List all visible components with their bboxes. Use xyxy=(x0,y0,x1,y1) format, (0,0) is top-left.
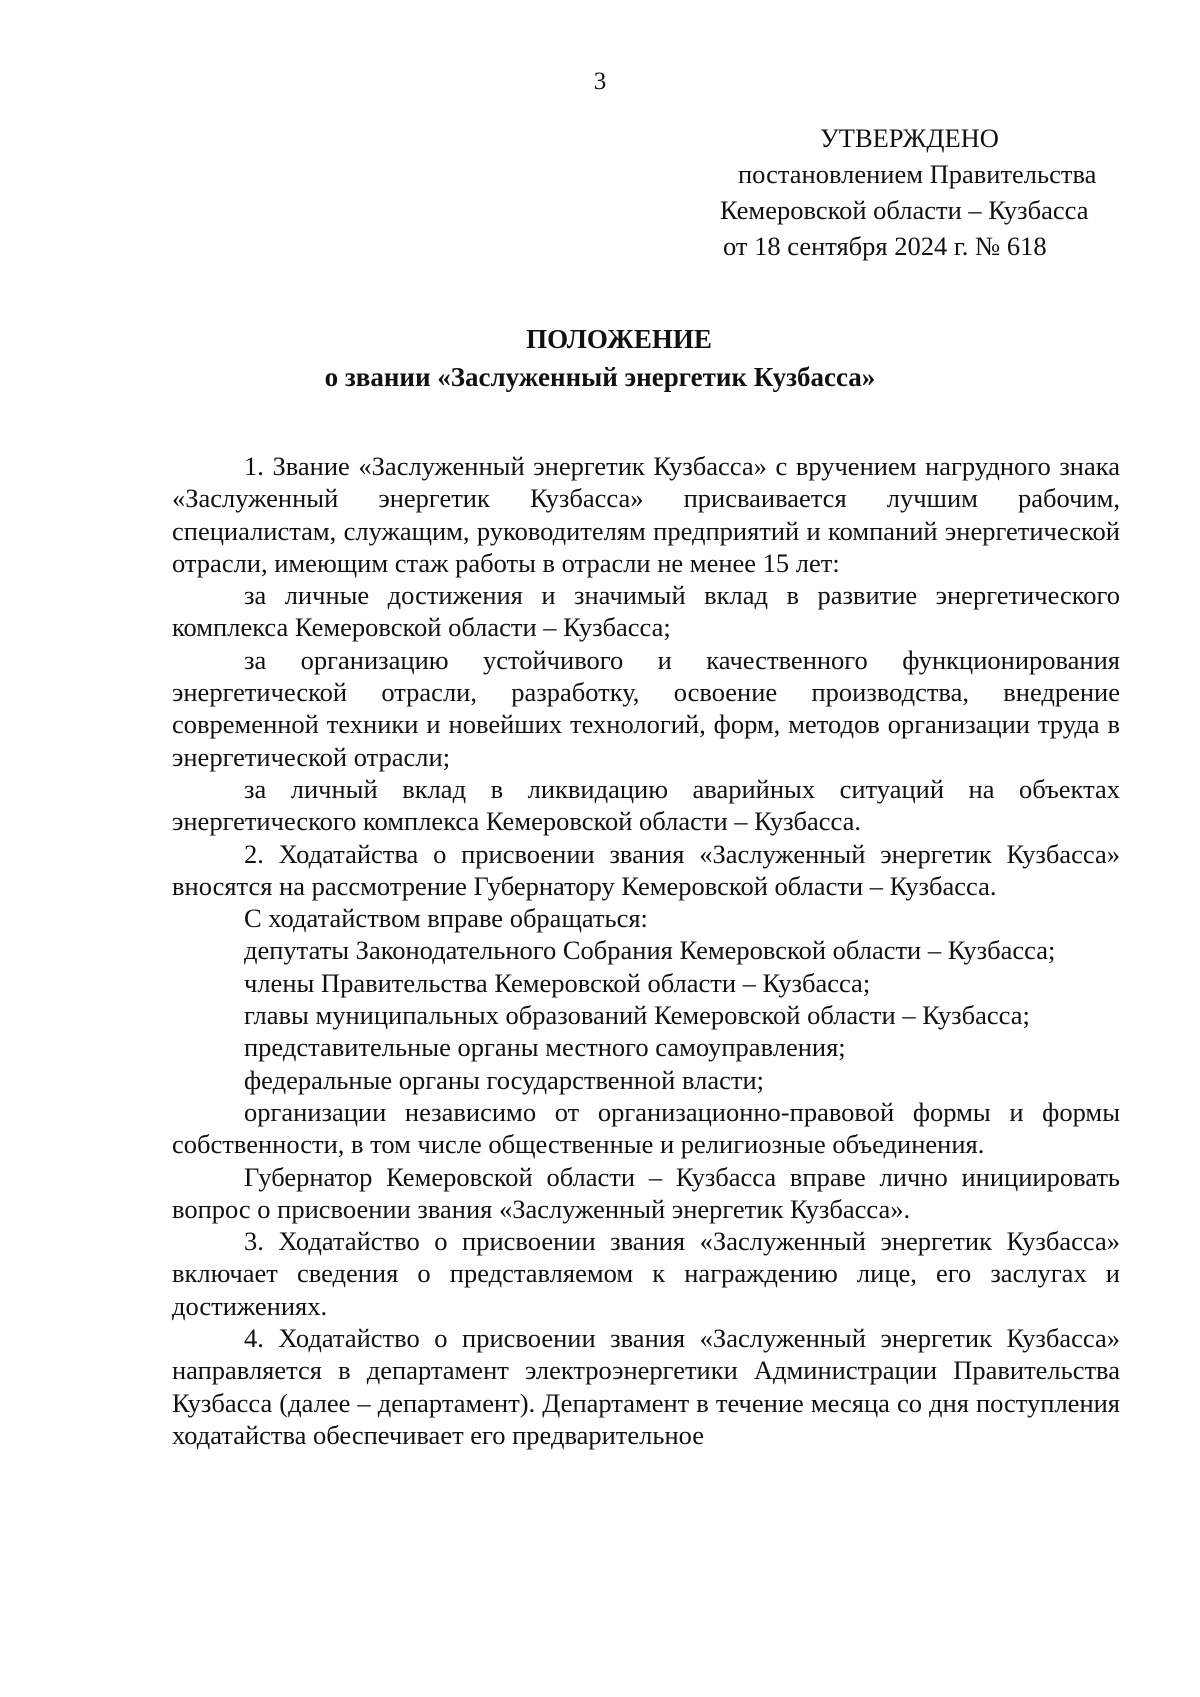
paragraph: члены Правительства Кемеровской области – Кузбасса; xyxy=(244,967,871,998)
page-number: 3 xyxy=(593,68,607,95)
paragraph: С ходатайством вправе обращаться: xyxy=(244,903,648,934)
paragraph: за личный вклад в ликвидацию аварийных ситуаций на объектах энергетического комплекса Кемеровской области – Кузбасса. xyxy=(172,773,1120,837)
approval-line-date-number: от 18 сентября 2024 г. № 618 xyxy=(723,231,1047,261)
approval-line-region: Кемеровской области – Кузбасса xyxy=(720,195,1089,225)
paragraph: за личные достижения и значимый вклад в развитие энергетического комплекса Кемеровской области – Кузбасса; xyxy=(172,580,1120,643)
paragraph: 1. Звание «Заслуженный энергетик Кузбасса» с вручением нагрудного знака «Заслуженный энергетик Кузбасса» присваивается лучшим рабочим, специалистам, служащим, руководителям предприятий и компаний энергетической отрасли, имеющим стаж работы в отрасли не менее 15 лет: xyxy=(172,451,1120,578)
approval-heading: УТВЕРЖДЕНО xyxy=(820,123,999,153)
paragraph: 2. Ходатайства о присвоении звания «Заслуженный энергетик Кузбасса» вносятся на рассмотрение Губернатору Кемеровской области – Кузбасса. xyxy=(172,838,1120,901)
title-heading: ПОЛОЖЕНИЕ xyxy=(526,324,712,354)
paragraph: представительные органы местного самоуправления; xyxy=(244,1032,846,1063)
title-subheading: о звании «Заслуженный энергетик Кузбасса» xyxy=(324,362,876,392)
paragraph: 3. Ходатайство о присвоении звания «Заслуженный энергетик Кузбасса» включает сведения о представляемом к награждению лице, его заслугах и достижениях. xyxy=(172,1226,1120,1321)
document-title xyxy=(0,320,1200,396)
paragraph: депутаты Законодательного Собрания Кемеровской области – Кузбасса; xyxy=(244,935,1056,966)
approval-line-resolution: постановлением Правительства xyxy=(738,159,1097,189)
paragraph: за организацию устойчивого и качественного функционирования энергетической отрасли, разработку, освоение производства, внедрение современной техники и новейших технологий, форм, методов организации труда в энергетической отрасли; xyxy=(172,644,1120,772)
paragraph: федеральные органы государственной власти; xyxy=(244,1064,765,1095)
paragraph: 4. Ходатайство о присвоении звания «Заслуженный энергетик Кузбасса» направляется в департамент электроэнергетики Администрации Правительства Кузбасса (далее – департамент). Департамент в течение месяца со дня поступления ходатайства обеспечивает его предварительное xyxy=(172,1323,1120,1450)
approval-stamp-block xyxy=(700,120,1140,264)
paragraph: организации независимо от организационно-правовой формы и формы собственности, в том числе общественные и религиозные объединения. xyxy=(172,1096,1120,1160)
paragraph: Губернатор Кемеровской области – Кузбасса вправе лично инициировать вопрос о присвоении звания «Заслуженный энергетик Кузбасса». xyxy=(172,1161,1120,1224)
document-body xyxy=(172,450,1120,1451)
paragraph: главы муниципальных образований Кемеровской области – Кузбасса; xyxy=(244,1000,1030,1031)
